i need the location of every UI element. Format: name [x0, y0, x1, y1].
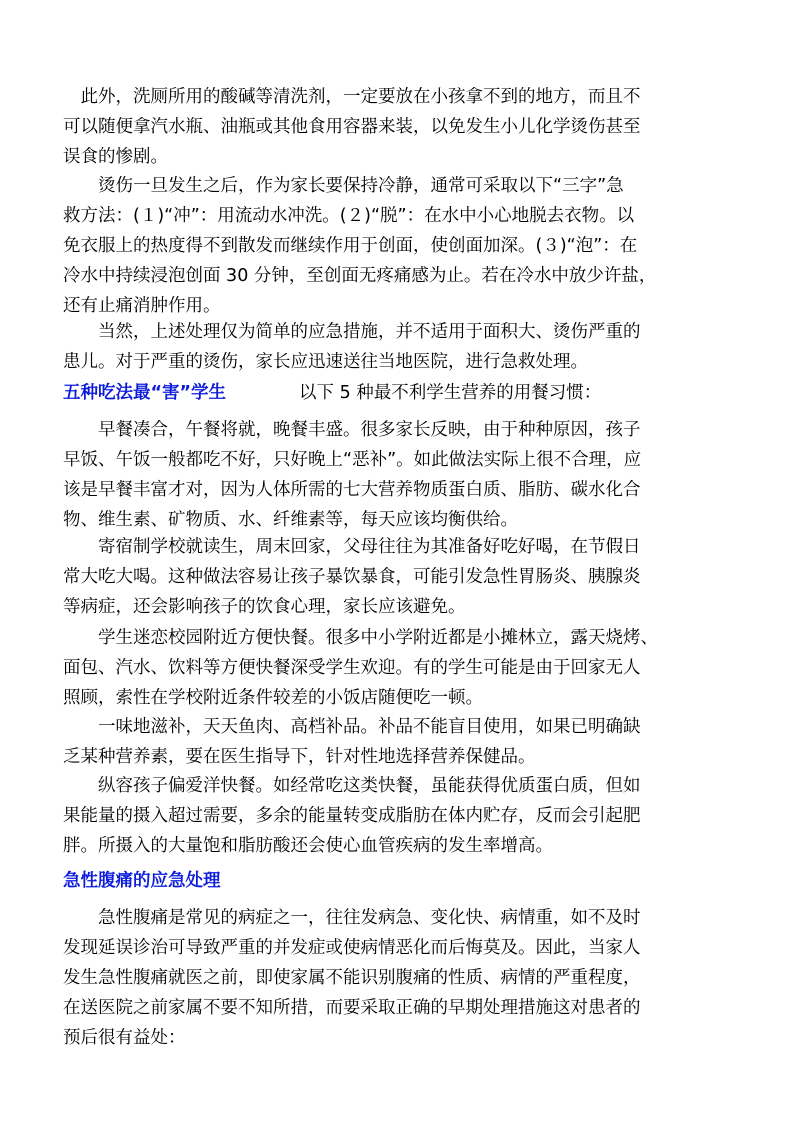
paragraph-abdominal-pain — [63, 903, 733, 1053]
text-line: 早饭、午饭一般都吃不好，只好晚上“恶补”。如此做法实际上很不合理，应 — [63, 450, 642, 470]
text-line: 早餐凑合，午餐将就，晚餐丰盛。很多家长反映，由于种种原因，孩子 — [63, 420, 641, 440]
paragraph-burn-first-aid — [63, 171, 733, 321]
paragraph-boarding-students — [63, 532, 733, 622]
text-line: 烫伤一旦发生之后，作为家长要保持冷静，通常可采取以下“三字”急 — [63, 176, 624, 196]
text-line: 可以随便拿汽水瓶、油瓶或其他食用容器来装，以免发生小儿化学烫伤甚至 — [63, 117, 641, 137]
text-line: 面包、汽水、饮料等方便快餐深受学生欢迎。有的学生可能是由于回家无人 — [63, 658, 641, 678]
text-line: 患儿。对于严重的烫伤，家长应迅速送往当地医院，进行急救处理。 — [63, 352, 588, 372]
paragraph-fast-food-near-school — [63, 623, 733, 713]
text-line: 救方法：(１)“冲”：用流动水冲洗。(２)“脱”：在水中小心地脱去衣物。以 — [63, 206, 635, 226]
text-line: 等病症，还会影响孩子的饮食心理，家长应该避免。 — [63, 597, 466, 617]
text-line: 误食的惨剧。 — [63, 147, 168, 167]
text-line: 常大吃大喝。这种做法容易让孩子暴饮暴食，可能引发急性胃肠炎、胰腺炎 — [63, 567, 641, 587]
text-line: 在送医院之前家属不要不知所措，而要采取正确的早期处理措施这对患者的 — [63, 998, 641, 1018]
text-line: 免衣服上的热度得不到散发而继续作用于创面，使创面加深。(３)“泡”：在 — [63, 236, 638, 256]
section-intro-five-ways: 以下 5 种最不利学生营养的用餐习惯： — [299, 383, 602, 403]
text-line: 预后很有益处： — [63, 1028, 186, 1048]
text-line: 发现延误诊治可导致严重的并发症或使病情恶化而后悔莫及。因此，当家人 — [63, 938, 641, 958]
paragraph-over-supplementing — [63, 712, 733, 772]
section-heading-five-ways: 五种吃法最“害”学生 — [63, 383, 227, 403]
text-line: 此外，洗厕所用的酸碱等清洗剂，一定要放在小孩拿不到的地方，而且不 — [63, 87, 641, 107]
text-line: 寄宿制学校就读生，周末回家，父母往往为其准备好吃好喝，在节假日 — [63, 537, 641, 557]
text-line: 急性腹痛是常见的病症之一，往往发病急、变化快、病情重，如不及时 — [63, 908, 641, 928]
text-line: 该是早餐丰富才对，因为人体所需的七大营养物质蛋白质、脂肪、碳水化合 — [63, 480, 641, 500]
text-line: 乏某种营养素，要在医生指导下，针对性地选择营养保健品。 — [63, 747, 536, 767]
text-line: 照顾，索性在学校附近条件较差的小饭店随便吃一顿。 — [63, 688, 483, 708]
text-line: 物、维生素、矿物质、水、纤维素等，每天应该均衡供给。 — [63, 510, 518, 530]
section-heading-abdominal-pain: 急性腹痛的应急处理 — [63, 871, 221, 891]
paragraph-western-fast-food — [63, 771, 733, 861]
text-line: 当然，上述处理仅为简单的应急措施，并不适用于面积大、烫伤严重的 — [63, 322, 641, 342]
text-line: 果能量的摄入超过需要，多余的能量转变成脂肪在体内贮存，反而会引起肥 — [63, 806, 641, 826]
text-line: 发生急性腹痛就医之前，即使家属不能识别腹痛的性质、病情的严重程度， — [63, 968, 641, 988]
text-line: 还有止痛消肿作用。 — [63, 296, 221, 316]
paragraph-cleaning-agents — [63, 82, 733, 172]
text-line: 学生迷恋校园附近方便快餐。很多中小学附近都是小摊林立，露天烧烤、 — [63, 628, 658, 648]
text-line: 胖。所摄入的大量饱和脂肪酸还会使心血管疾病的发生率增高。 — [63, 836, 553, 856]
paragraph-breakfast — [63, 415, 733, 535]
text-line: 纵容孩子偏爱洋快餐。如经常吃这类快餐，虽能获得优质蛋白质，但如 — [63, 776, 641, 796]
paragraph-severe-burns — [63, 317, 733, 377]
text-line: 一味地滋补，天天鱼肉、高档补品。补品不能盲目使用，如果已明确缺 — [63, 717, 641, 737]
text-line: 冷水中持续浸泡创面 30 分钟，至创面无疼痛感为止。若在冷水中放少许盐， — [63, 266, 657, 286]
